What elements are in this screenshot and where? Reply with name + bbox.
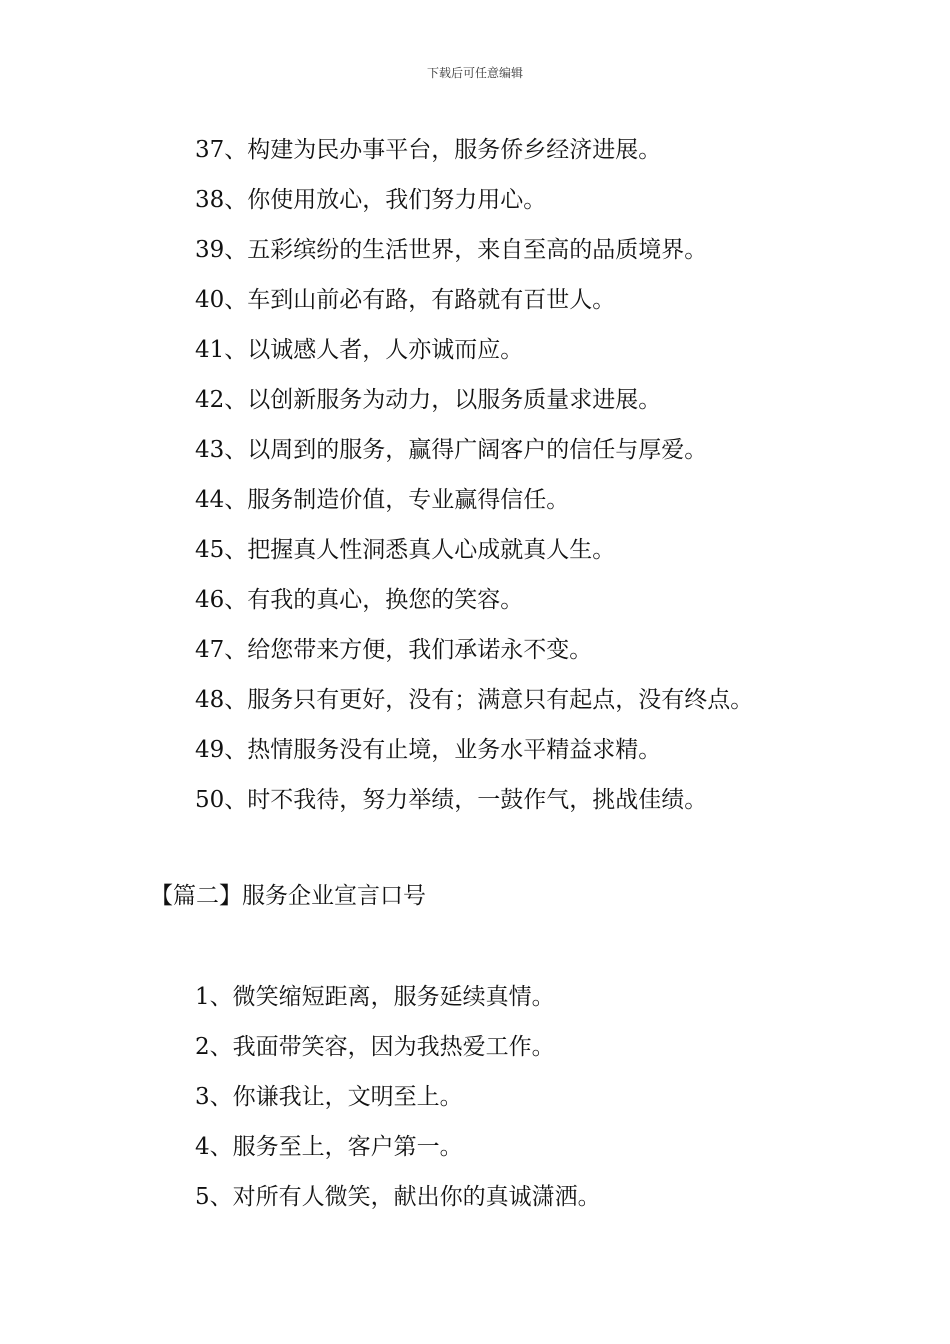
list-item: 38、你使用放心，我们努力用心。 (195, 187, 547, 213)
list-item: 43、以周到的服务，赢得广阔客户的信任与厚爱。 (195, 437, 708, 463)
list-item: 1、微笑缩短距离，服务延续真情。 (195, 984, 555, 1010)
list-item: 40、车到山前必有路，有路就有百世人。 (195, 287, 616, 313)
list-item: 46、有我的真心，换您的笑容。 (195, 587, 524, 613)
list-item: 48、服务只有更好，没有；满意只有起点，没有终点。 (195, 687, 754, 713)
list-item: 45、把握真人性洞悉真人心成就真人生。 (195, 537, 616, 563)
list-item: 37、构建为民办事平台，服务侨乡经济进展。 (195, 137, 662, 163)
list-item: 39、五彩缤纷的生活世界，来自至高的品质境界。 (195, 237, 708, 263)
list-item: 44、服务制造价值，专业赢得信任。 (195, 487, 570, 513)
list-item: 50、时不我待，努力举绩，一鼓作气，挑战佳绩。 (195, 787, 708, 813)
list-item: 42、以创新服务为动力，以服务质量求进展。 (195, 387, 662, 413)
list-item: 4、服务至上，客户第一。 (195, 1134, 463, 1160)
section-heading: 【篇二】服务企业宣言口号 (150, 883, 426, 909)
header-note: 下载后可任意编辑 (426, 66, 523, 80)
list-item: 3、你谦我让，文明至上。 (195, 1084, 463, 1110)
slogan-list-part-two (195, 979, 601, 1229)
list-item: 49、热情服务没有止境，业务水平精益求精。 (195, 737, 662, 763)
slogan-list-part-one (195, 132, 753, 832)
list-item: 2、我面带笑容，因为我热爱工作。 (195, 1034, 555, 1060)
list-item: 41、以诚感人者，人亦诚而应。 (195, 337, 524, 363)
list-item: 47、给您带来方便，我们承诺永不变。 (195, 637, 593, 663)
list-item: 5、对所有人微笑，献出你的真诚潇洒。 (195, 1184, 601, 1210)
